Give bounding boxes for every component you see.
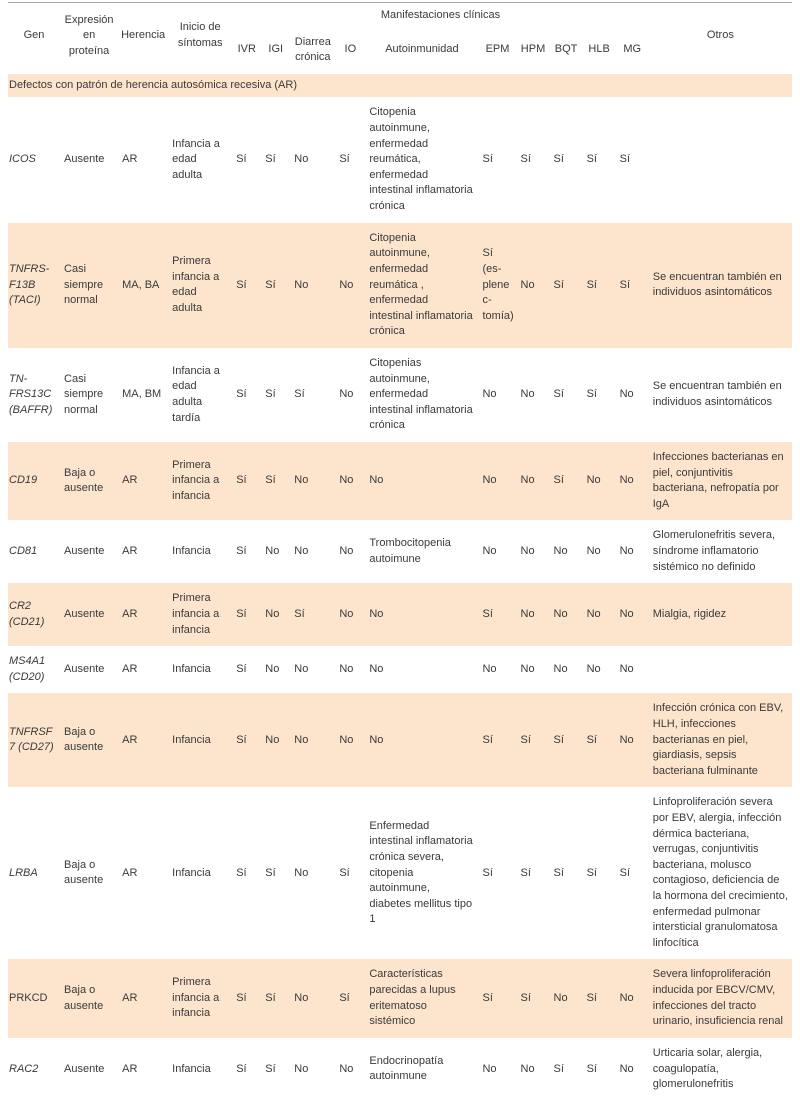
table-cell: No xyxy=(616,959,649,1037)
table-cell: No xyxy=(294,153,309,166)
table-cell: No xyxy=(550,959,583,1037)
table-cell: Ausente xyxy=(64,545,105,558)
table-cell: MA, BA xyxy=(118,223,168,348)
table-row xyxy=(8,646,792,693)
table-cell: No xyxy=(619,662,634,675)
table-cell: No xyxy=(294,545,309,558)
table-cell: Severa linfoproliferación inducida por EBCV/CMV, infecciones del tracto urinario, insuficiencia renal xyxy=(649,959,792,1037)
table-cell: Sí xyxy=(553,1062,564,1075)
table-cell: MA, BM xyxy=(122,388,162,401)
table-cell: Sí xyxy=(261,223,290,348)
table-row xyxy=(8,787,792,959)
table-cell: Sí xyxy=(290,583,335,646)
table-cell: No xyxy=(553,662,568,675)
table-cell: No xyxy=(616,693,649,787)
col-header-autoinmunidad: Autoinmunidad xyxy=(385,43,459,56)
col-header-mg: MG xyxy=(623,43,642,56)
col-header-otros: Otros xyxy=(706,29,734,42)
table-cell: Sí xyxy=(261,442,290,520)
table-cell: No xyxy=(339,662,354,675)
table-cell: No xyxy=(520,1062,535,1075)
gene-cell: RAC2 xyxy=(9,1062,39,1075)
table-cell: Sí xyxy=(478,959,516,1037)
table-cell: Endocrinopatía autoinmune xyxy=(369,1054,444,1083)
table-cell: No xyxy=(586,662,601,675)
table-cell: No xyxy=(294,662,309,675)
table-cell: Infancia xyxy=(172,662,211,675)
table-cell: No xyxy=(339,388,354,401)
table-cell: No xyxy=(586,545,601,558)
table-cell: No xyxy=(290,442,335,520)
col-header-hlb: HLB xyxy=(588,43,610,56)
gene-cell: TNFRS-F13B (TACI) xyxy=(8,223,60,348)
table-cell: Sí xyxy=(478,583,516,646)
table-cell: AR xyxy=(122,545,138,558)
table-cell: Sí xyxy=(586,153,597,166)
table-cell: Sí xyxy=(550,693,583,787)
table-cell: No xyxy=(619,1062,634,1075)
table-cell: No xyxy=(482,388,497,401)
table-cell: No xyxy=(265,545,280,558)
table-cell: No xyxy=(339,1062,354,1075)
table-cell: Infancia a edad adulta tardía xyxy=(172,364,220,424)
table-cell: No xyxy=(616,442,649,520)
table-cell: Sí xyxy=(265,866,276,879)
col-header-io: IO xyxy=(344,43,357,56)
gene-cell: ICOS xyxy=(9,153,36,166)
table-cell: No xyxy=(520,545,535,558)
table-cell: No xyxy=(365,442,478,520)
table-body xyxy=(8,74,792,1101)
table-cell: No xyxy=(482,1062,497,1075)
table-cell: Sí xyxy=(232,959,261,1037)
table-cell: Urticaria solar, alergia, coagulopatía, glomerulonefritis xyxy=(652,1046,763,1091)
table-cell: Sí xyxy=(232,693,261,787)
table-row xyxy=(8,348,792,442)
table-cell: No xyxy=(369,662,384,675)
table-row xyxy=(8,520,792,583)
table-cell: No xyxy=(478,442,516,520)
table-cell: Sí xyxy=(236,866,247,879)
table-cell: No xyxy=(335,693,365,787)
table-cell: Baja o ausente xyxy=(60,959,118,1037)
table-cell: No xyxy=(583,583,616,646)
table-cell: Citopenias autoinmune, enfermedad intestinal inflamatoria crónica xyxy=(369,356,473,432)
table-cell: Sí xyxy=(586,866,597,879)
table-cell: Ausente xyxy=(64,153,105,166)
table-cell: Se encuentran también en individuos asintomáticos xyxy=(652,380,782,408)
col-header-igi: IGI xyxy=(268,43,284,56)
table-cell: Sí xyxy=(232,223,261,348)
table-cell: No xyxy=(290,959,335,1037)
table-cell: Primera infancia a infancia xyxy=(168,959,232,1037)
table-cell: No xyxy=(335,583,365,646)
section-header: Defectos con patrón de herencia autosómica recesiva (AR) xyxy=(8,74,792,98)
table-cell: Sí xyxy=(265,388,276,401)
col-header-inicio-de-sintomas: Inicio de síntomas xyxy=(177,21,223,49)
table-cell: Sí xyxy=(550,442,583,520)
table-cell: AR xyxy=(122,1062,138,1075)
gene-cell: MS4A1 (CD20) xyxy=(9,655,46,683)
table-cell: Sí xyxy=(520,866,531,879)
table-cell: Trombocitopenia autoimune xyxy=(369,537,451,565)
col-header-bqt: BQT xyxy=(554,43,578,56)
table-cell: Sí xyxy=(553,153,564,166)
table-cell xyxy=(649,97,792,222)
table-cell: Sí xyxy=(236,388,247,401)
table-cell: AR xyxy=(122,866,138,879)
table-cell: Sí xyxy=(236,662,247,675)
table-cell: Sí xyxy=(553,388,564,401)
group-header-manifestaciones-clinicas: Manifestaciones clínicas xyxy=(380,9,501,21)
table-cell: No xyxy=(517,223,550,348)
table-row xyxy=(8,583,792,646)
table-cell: Sí xyxy=(232,442,261,520)
table-cell xyxy=(649,646,792,693)
col-header-gen: Gen xyxy=(23,29,45,42)
table-cell: Sí xyxy=(583,693,616,787)
gene-cell: CD19 xyxy=(8,442,60,520)
table-cell: Sí xyxy=(619,153,631,166)
table-cell: Sí xyxy=(482,866,493,879)
genetics-table xyxy=(8,2,792,1101)
table-cell: Primera infancia a edad adulta xyxy=(168,223,232,348)
table-cell: No xyxy=(365,583,478,646)
table-row xyxy=(8,1038,792,1101)
col-header-ivr: IVR xyxy=(237,43,256,56)
table-cell: Sí xyxy=(265,1062,276,1075)
table-cell: AR xyxy=(122,153,138,166)
table-cell: Citopenia autoinmune, enfermedad reumática, enfermedad intestinal inflamatoria crónica xyxy=(369,106,473,213)
table-cell: No xyxy=(520,662,535,675)
table-cell: Sí xyxy=(616,223,649,348)
table-cell: Infancia a edad adulta xyxy=(172,137,220,181)
table-cell: Se encuentran también en individuos asintomáticos xyxy=(649,223,792,348)
table-cell: AR xyxy=(118,442,168,520)
gene-cell: CR2 (CD21) xyxy=(8,583,60,646)
table-cell: Infancia xyxy=(172,866,211,879)
table-cell: Casi siempre normal xyxy=(60,223,118,348)
table-cell: Linfoproliferación severa por EBV, alergia, infección dérmica bacteriana, verrugas, conjuntivitis bacteriana, molusco contagioso, deficiencia de la hormona del crecimiento, enfermedad pulmonar intersticial granulomatosa linfocítica xyxy=(652,796,788,949)
table-row xyxy=(8,223,792,348)
col-header-diarrea-cronica: Diarrea crónica xyxy=(294,35,331,64)
table-cell: Infección crónica con EBV, HLH, infecciones bacterianas en piel, giardiasis, sepsis bacteriana fulminante xyxy=(649,693,792,787)
table-cell: No xyxy=(520,388,535,401)
gene-cell: LRBA xyxy=(9,866,38,879)
table-cell: Sí xyxy=(335,959,365,1037)
table-cell: No xyxy=(619,545,634,558)
table-cell: Sí xyxy=(517,959,550,1037)
table-cell: No xyxy=(335,442,365,520)
table-cell: Sí xyxy=(232,583,261,646)
table-cell: Sí xyxy=(583,223,616,348)
table-cell: No xyxy=(553,545,568,558)
table-cell: Sí xyxy=(586,1062,597,1075)
table-cell: AR xyxy=(118,959,168,1037)
table-cell: Sí xyxy=(339,153,350,166)
table-cell: Sí xyxy=(339,866,350,879)
table-cell: Infancia xyxy=(172,545,211,558)
table-cell: Baja o ausente xyxy=(64,858,104,887)
table-cell: Enfermedad intestinal inflamatoria crónica severa, citopenia autoinmune, diabetes mellitus tipo 1 xyxy=(369,819,473,926)
table-cell: Casi siempre normal xyxy=(64,372,104,416)
table-cell: Sí xyxy=(261,959,290,1037)
table-cell: No xyxy=(583,442,616,520)
table-cell: Infancia xyxy=(168,693,232,787)
table-cell: No xyxy=(290,223,335,348)
table-cell: No xyxy=(365,693,478,787)
table-cell: No xyxy=(517,583,550,646)
table-cell: Primera infancia a infancia xyxy=(168,583,232,646)
table-cell: No xyxy=(339,545,354,558)
table-cell: No xyxy=(261,693,290,787)
gene-cell: PRKCD xyxy=(8,959,60,1037)
table-cell: Características parecidas a lupus eritematoso sistémico xyxy=(365,959,478,1037)
table-cell: Sí xyxy=(294,388,305,401)
table-row xyxy=(8,959,792,1037)
table-cell: Sí xyxy=(550,223,583,348)
table-cell: Infancia xyxy=(172,1062,211,1075)
table-cell: Sí xyxy=(553,866,564,879)
table-cell: AR xyxy=(122,662,138,675)
table-cell: No xyxy=(335,223,365,348)
table-cell: No xyxy=(482,545,497,558)
table-cell: Sí xyxy=(265,153,276,166)
table-cell: No xyxy=(294,866,309,879)
table-cell: Sí xyxy=(236,153,247,166)
table-cell: No xyxy=(261,583,290,646)
table-cell: No xyxy=(517,442,550,520)
table-cell: Sí xyxy=(517,693,550,787)
table-cell: AR xyxy=(118,693,168,787)
table-cell: Sí xyxy=(520,153,531,166)
table-cell: Sí xyxy=(619,866,631,879)
table-cell: AR xyxy=(118,583,168,646)
col-header-epm: EPM xyxy=(485,43,510,56)
table-cell: Citopenia autoinmune, enfermedad reumática , enfermedad intestinal inflamatoria crónica xyxy=(365,223,478,348)
table-cell: Infecciones bacterianas en piel, conjuntivitis bacteriana, nefropatía por IgA xyxy=(649,442,792,520)
table-row xyxy=(8,693,792,787)
table-cell: No xyxy=(550,583,583,646)
table-cell: Baja o ausente xyxy=(60,442,118,520)
table-header xyxy=(8,3,792,74)
table-cell: Ausente xyxy=(64,662,105,675)
table-row xyxy=(8,442,792,520)
table-cell: Primera infancia a infancia xyxy=(168,442,232,520)
table-cell: No xyxy=(265,662,280,675)
table-cell: Sí (es-plenec-tomía) xyxy=(478,223,516,348)
col-header-herencia: Herencia xyxy=(121,29,166,42)
col-header-hpm: HPM xyxy=(520,43,546,56)
table-cell: No xyxy=(290,693,335,787)
gene-cell: TN-FRS13C (BAFFR) xyxy=(9,372,53,416)
gene-cell: CD81 xyxy=(9,545,38,558)
table-cell: Sí xyxy=(482,153,493,166)
table-cell: No xyxy=(616,583,649,646)
table-cell: Ausente xyxy=(60,583,118,646)
section-header-row xyxy=(8,74,792,98)
table-cell: Glomerulonefritis severa, síndrome inflamatorio sistémico no definido xyxy=(652,529,776,573)
table-cell: Ausente xyxy=(64,1062,105,1075)
table-cell: Baja o ausente xyxy=(60,693,118,787)
gene-cell: TNFRSF7 (CD27) xyxy=(8,693,60,787)
table-cell: Mialgia, rigidez xyxy=(649,583,792,646)
col-header-expresion-en-proteina: Expresión en proteína xyxy=(64,13,114,57)
table-cell: Sí xyxy=(236,1062,247,1075)
table-cell: No xyxy=(294,1062,309,1075)
table-cell: No xyxy=(482,662,497,675)
group-header-row xyxy=(8,3,792,32)
table-cell: Sí xyxy=(583,959,616,1037)
table-cell: No xyxy=(619,388,634,401)
table-row xyxy=(8,97,792,222)
table-cell: Sí xyxy=(586,388,597,401)
table-cell: Sí xyxy=(478,693,516,787)
table-cell: Sí xyxy=(236,545,247,558)
